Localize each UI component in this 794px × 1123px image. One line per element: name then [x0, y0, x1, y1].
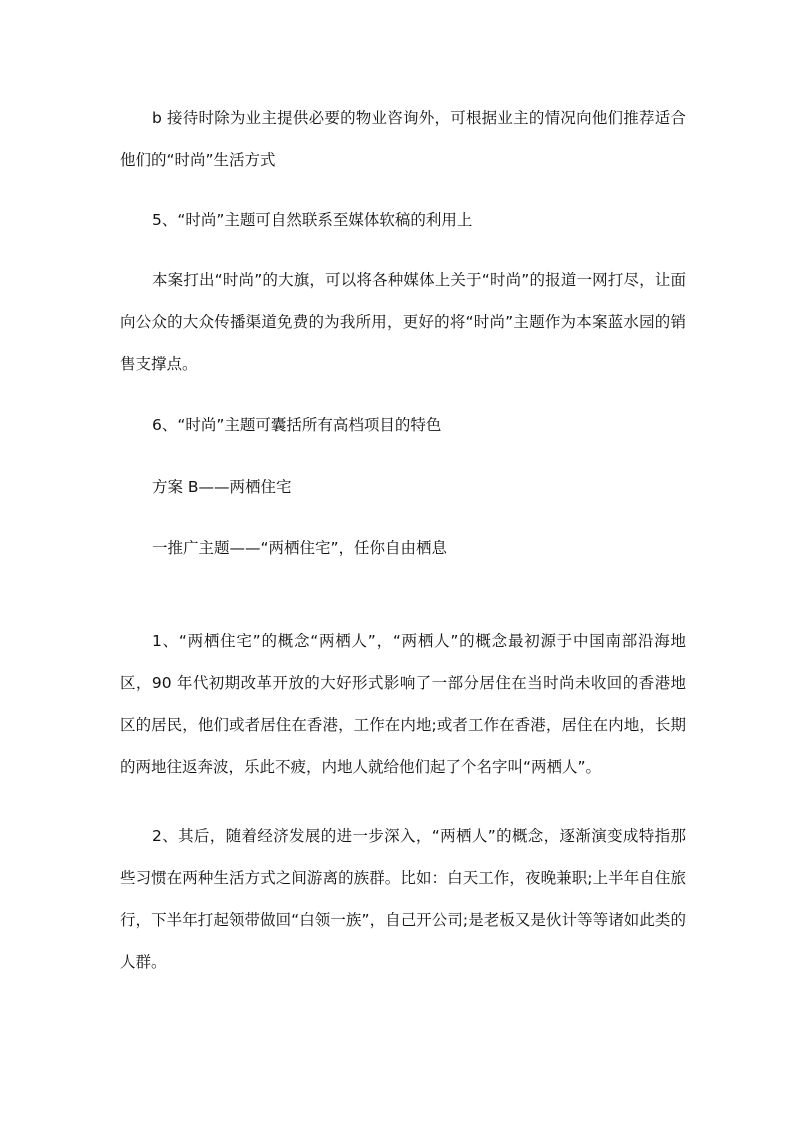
paragraph-point-2: 2、其后，随着经济发展的进一步深入，“两栖人”的概念，逐渐演变成特指那些习惯在两种生活方式之间游离的族群。比如：白天工作，夜晚兼职;上半年自住旅行，下半年打起领带做回“白领一族”，自己开公司;是老板又是伙计等等诸如此类的人群。	[120, 827, 686, 971]
heading-point-6: 6、“时尚”主题可囊括所有高档项目的特色	[152, 416, 442, 434]
paragraph-fashion-banner: 本案打出“时尚”的大旗，可以将各种媒体上关于“时尚”的报道一网打尽，让面向公众的大众传播渠道免费的为我所用，更好的将“时尚”主题作为本案蓝水园的销售支撑点。	[120, 271, 686, 373]
heading-promotion-theme: 一推广主题——“两栖住宅”，任你自由栖息	[152, 539, 448, 557]
paragraph-reception-note: b 接待时除为业主提供必要的物业咨询外，可根据业主的情况向他们推荐适合他们的“时尚”生活方式	[120, 109, 686, 169]
paragraph-point-1: 1、“两栖住宅”的概念“两栖人”，“两栖人”的概念最初源于中国南部沿海地区，90 年代初期改革开放的大好形式影响了一部分居住在当时尚未收回的香港地区的居民，他们或者居住在香港，工作在内地;或者工作在香港，居住在内地，长期的两地往返奔波，乐此不疲，内地人就给他们起了个名字叫“两栖人”。	[120, 632, 686, 776]
heading-point-5: 5、“时尚”主题可自然联系至媒体软稿的利用上	[152, 211, 473, 229]
heading-plan-b: 方案 B——两栖住宅	[152, 478, 292, 496]
